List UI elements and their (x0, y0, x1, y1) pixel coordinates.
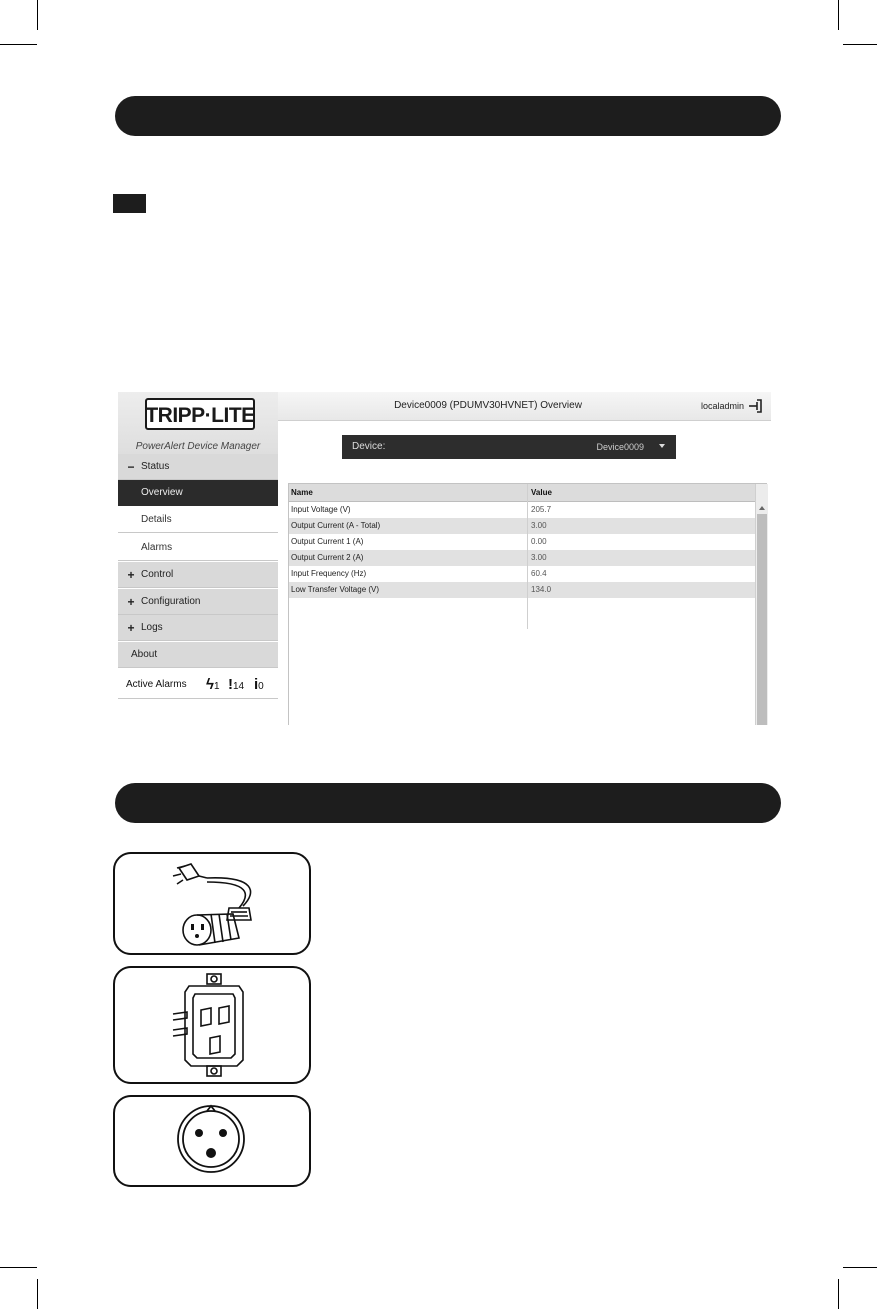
active-alarms-label: Active Alarms (126, 679, 187, 690)
nav-logs-label: Logs (141, 622, 163, 633)
iec-60309-inlet-illustration (113, 1095, 311, 1187)
info-alarm-count: 0 (258, 681, 264, 692)
row-value: 60.4 (531, 569, 547, 578)
row-name: Output Current 1 (A) (291, 537, 364, 546)
warning-alarm-count: 14 (233, 681, 245, 692)
crop-mark (843, 1267, 877, 1268)
crop-mark (37, 0, 38, 30)
row-name: Low Transfer Voltage (V) (291, 585, 380, 594)
user-menu[interactable]: localadmin (701, 401, 745, 411)
row-value: 134.0 (531, 585, 552, 594)
chevron-down-icon (659, 444, 665, 448)
row-value: 0.00 (531, 537, 547, 546)
nav-overview-label: Overview (141, 487, 183, 498)
row-value: 3.00 (531, 553, 547, 562)
warning-alarm-icon: ! (228, 676, 233, 693)
row-value: 3.00 (531, 521, 547, 530)
table-row[interactable] (289, 518, 755, 534)
nav-configuration-label: Configuration (141, 596, 201, 607)
column-divider (527, 484, 528, 629)
table-row[interactable] (289, 502, 755, 518)
nav-status-label: Status (141, 461, 170, 472)
nav-alarms-label: Alarms (141, 542, 173, 553)
nav-details-label: Details (141, 514, 172, 525)
nav-alarms[interactable] (118, 535, 278, 561)
logo-subtitle: PowerAlert Device Manager (135, 441, 261, 452)
plug-adapter-icon (115, 854, 308, 952)
column-header-value[interactable]: Value (531, 488, 552, 497)
logout-icon[interactable] (748, 398, 764, 414)
device-select-label: Device: (352, 441, 386, 452)
nav-about-label: About (131, 649, 158, 660)
nav-details[interactable] (118, 507, 278, 533)
critical-alarm-icon: ϟ (206, 676, 214, 693)
sidebar (118, 392, 279, 725)
expand-icon: + (127, 595, 135, 609)
crop-mark (843, 44, 877, 45)
c19-inlet-icon (115, 968, 308, 1081)
tripp-lite-logo (144, 398, 256, 432)
crop-mark (838, 0, 839, 30)
poweralert-screenshot (118, 392, 771, 725)
scroll-up-icon[interactable] (759, 506, 765, 510)
table-scrollbar[interactable] (755, 484, 768, 725)
nav-overview[interactable] (118, 480, 278, 506)
iec-inlet-icon (115, 1097, 308, 1184)
section-banner-top (115, 96, 781, 136)
nav-configuration[interactable] (118, 589, 278, 615)
row-name: Output Current (A - Total) (291, 521, 381, 530)
crop-mark (838, 1279, 839, 1309)
active-alarms[interactable] (118, 672, 278, 699)
c19-inlet-illustration (113, 966, 311, 1084)
table-row[interactable] (289, 566, 755, 582)
topbar (278, 392, 771, 421)
nav-control-label: Control (141, 569, 174, 580)
status-table (288, 483, 767, 725)
device-select-value: Device0009 (596, 442, 644, 452)
row-name: Input Frequency (Hz) (291, 569, 367, 578)
table-row[interactable] (289, 534, 755, 550)
section-banner-bottom (115, 783, 781, 823)
column-header-name[interactable]: Name (291, 488, 313, 497)
crop-mark (0, 44, 37, 45)
expand-icon: + (127, 621, 135, 635)
nav-about[interactable] (118, 642, 278, 668)
main-panel (278, 392, 771, 725)
row-name: Input Voltage (V) (291, 505, 351, 514)
svg-text:TRIPP·LITE: TRIPP·LITE (145, 404, 255, 427)
table-header (289, 484, 755, 502)
page-title: Device0009 (PDUMV30HVNET) Overview (394, 400, 582, 411)
critical-alarm-count: 1 (213, 681, 220, 692)
nav-status[interactable] (118, 454, 278, 480)
nav-logs[interactable] (118, 615, 278, 641)
table-row[interactable] (289, 550, 755, 566)
table-row[interactable] (289, 582, 755, 598)
logo-area (118, 392, 278, 455)
expand-icon: + (127, 568, 135, 582)
l6-30-plug-adapter-illustration (113, 852, 311, 955)
collapse-icon: − (127, 460, 135, 474)
crop-mark (37, 1279, 38, 1309)
row-name: Output Current 2 (A) (291, 553, 364, 562)
crop-mark (0, 1267, 37, 1268)
row-value: 205.7 (531, 505, 552, 514)
info-alarm-icon: i (254, 676, 259, 693)
device-select[interactable] (342, 435, 676, 459)
nav-control[interactable] (118, 562, 278, 588)
scroll-thumb[interactable] (757, 514, 767, 725)
step-marker (113, 194, 146, 213)
